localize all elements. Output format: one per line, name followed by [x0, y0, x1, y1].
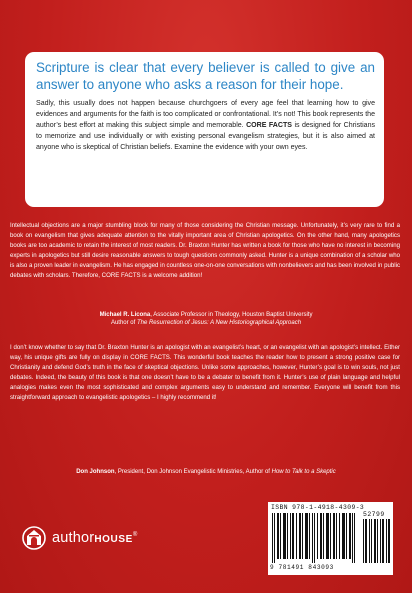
- summary-body-part1: Sadly, this usually does not happen because churchgoers of every age feel that learning how to give evidences and arguments for the faith is too complicated or confrontational. It’s not! This book represents the author’s best effort at making this subject simple and memorable.: [36, 100, 375, 129]
- isbn-barcode: [268, 502, 393, 575]
- summary-lead: Scripture is clear that every believer is called to give an answer to anyone who asks a reason for their hope.: [36, 60, 375, 92]
- endorser-author-prefix-1: Author of: [110, 320, 137, 326]
- endorser-role-1: , Associate Professor in Theology, Houston Baptist University: [150, 312, 313, 318]
- isbn-label: ISBN 978-1-4918-4309-3: [271, 504, 365, 511]
- endorser-book-1: The Resurrection of Jesus: A New Historiographical Approach: [136, 320, 302, 326]
- addon-barcode: [363, 519, 390, 563]
- endorsement-text-2: I don’t know whether to say that Dr. Braxton Hunter is an apologist with an evangelist’s heart, or an evangelist with an apologist’s intellect. Either way, his unique gifts are fully on display in CORE FACTS. This wonderful book teaches the reader how to present a strong positive case for Christianity and defend God’s truth in the face of skeptical objections. Unlike some approaches, however, Hunter’s goal is to win souls, not just debates. Indeed, the beauty of this book is that one doesn’t have to be a debater to benefit from it. Hunter’s use of plain language and helpful analogies makes even the most sophisticated and complex arguments easy to understand and remember. Everyone will benefit from this straightforward approach to evangelistic apologetics – I highly recommend it!: [10, 344, 400, 401]
- summary-box: [25, 52, 384, 207]
- endorsement-attribution-1-line2: [0, 319, 412, 328]
- endorser-name-2: Don Johnson: [76, 469, 115, 475]
- summary-body-part2: is designed for Christians to memorize and use individually or with existing personal evangelism strategies, but it is also aimed at anyone who is skeptical of Christian beliefs. Examine the evidence with your own eyes.: [36, 122, 376, 151]
- publisher-registered-mark: ®: [132, 532, 138, 539]
- endorsement-text-1: Intellectual objections are a major stumbling block for many of those considering the Christian message. Unfortunately, it’s very rare to find a book on evangelism that gives adequate attention to the vitally important area of Christian apologetics. On the other hand, many apologetics books are too academic to retain the interest of most readers. Dr. Braxton Hunter has written a book for those who have no interest in becoming experts in apologetics but still desire reasonable answers to tough questions commonly asked. Hunter is a unique combination of a scholar who is also a proven leader in evangelism. He has engaged in countless one-on-one conversations with nonbelievers and has been involved in public debates with scholars. Therefore, CORE FACTS is a welcome addition!: [10, 222, 400, 279]
- price-code: 52799: [363, 511, 385, 518]
- authorhouse-house-icon: [22, 526, 46, 550]
- publisher-name-upper: HOUSE: [94, 534, 133, 545]
- publisher-name: [52, 530, 138, 546]
- main-barcode: [272, 513, 358, 563]
- endorser-role-2: , President, Don Johnson Evangelistic Ministries, Author of: [114, 469, 272, 475]
- publisher-logo: [22, 526, 138, 550]
- publisher-name-lower: author: [52, 530, 95, 546]
- summary-body-bold: CORE FACTS: [246, 122, 292, 129]
- endorser-book-2: How to Talk to a Skeptic: [271, 469, 336, 475]
- endorser-name-1: Michael R. Licona: [99, 312, 151, 318]
- endorsement-attribution-2: [0, 468, 412, 477]
- barcode-digits: 9 781491 843093: [270, 564, 334, 571]
- summary-body: [36, 98, 375, 153]
